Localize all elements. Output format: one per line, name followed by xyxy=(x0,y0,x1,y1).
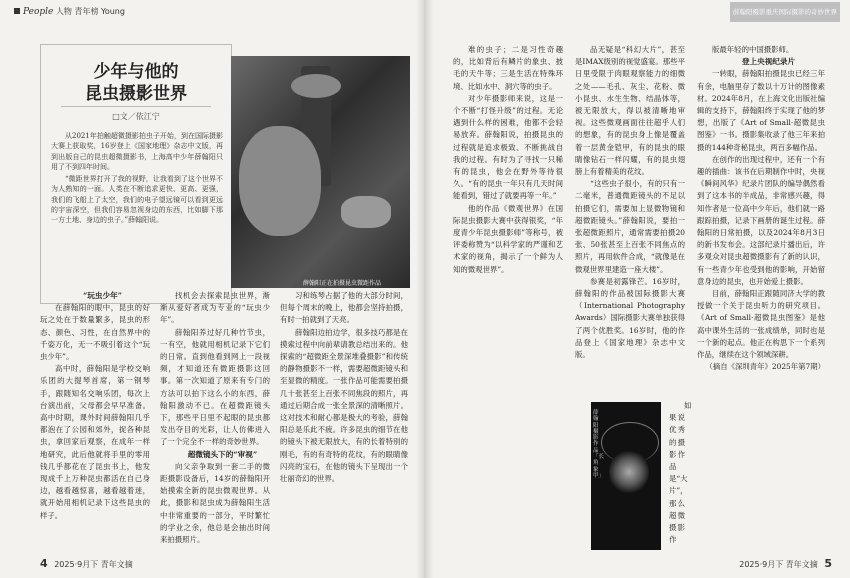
photo-insect-specimen xyxy=(591,402,661,550)
boy-face-shape xyxy=(239,126,321,236)
right-column-1 xyxy=(453,44,563,556)
running-head-section: 人物 xyxy=(55,7,72,16)
title-line-1: 少年与他的 xyxy=(93,62,179,82)
running-head-column: 青年榜 Young xyxy=(74,7,125,16)
paragraph: 高中时，薛翰阳是学校交响乐团的大提琴首席，第一钢琴手，跟随知名交响乐团，每次上台演出前，父母都会早早准备。高中时期，课外时间薛翰阳几乎都泡在了公园和郊外，捉各种昆虫，拿回家后观察，在成年一样地研究，此后他就将手里的零用钱几乎都花在了昆虫书上，他发现成千上万种昆虫都活在自己身边，越看越惊喜，越看越着迷，就开始用相机记录下这些昆虫的样子。 xyxy=(40,364,150,520)
title-divider xyxy=(61,106,211,107)
right-footer xyxy=(739,557,832,570)
title-line-2: 昆虫摄影世界 xyxy=(85,84,187,104)
paragraph: 习和练琴占据了他的大部分时间，但每个周末的晚上，他都会坚持拍摄，有时一拍就到了天亮。 xyxy=(280,291,408,325)
left-column-3 xyxy=(280,290,408,555)
page-number: 5 xyxy=(824,557,832,570)
photo-boy-microscope xyxy=(231,56,410,288)
paragraph: 目前，薛翰阳正跟随同济大学的教授做一个关于昆虫听力的研究项目。《Art of Small·超微昆虫图鉴》是他高中课外生活的一张成绩单，同时也是一个新的起点。他正在构思下一个系列作品，继续在这个领域深耕。 xyxy=(697,289,825,360)
paragraph: 在创作的出现过程中，还有一个有趣的插曲：该书在后期制作中时，央视《瞬间风华》纪录片团队的编导偶然看到了这本书的半成品，非常感兴趣，得知作者是一位高中少年后，他们就一路跟踪拍摄，记录下画册的诞生过程。薛翰阳的日常拍摄，以及2024年8月3日的新书发布会。这部纪录片播出后，许多观众对昆虫超微摄影有了新的认识，有一些青少年也受到他的影响，开始留意身边的昆虫，也开始爱上摄影。 xyxy=(697,154,825,286)
paragraph: 薛翰阳养过好几种竹节虫，一有空，他就用相机记录下它们的日常。直到他看到网上一段视频，才知道还有微距摄影这回事。第一次知道了原来有专门的方法可以拍下这么小的东西，薛翰阳激动不已。在超微距镜头下，那些平日里不起眼的昆虫都发出夺目的光彩，让人仿佛进入了一个完全不一样的奇妙世界。 xyxy=(160,327,270,447)
right-column-2-tail-spacer xyxy=(575,402,585,403)
spine-shadow xyxy=(416,0,434,578)
title-box xyxy=(40,44,232,304)
page-number: 4 xyxy=(40,557,48,570)
paragraph: 版最年轻的中国摄影师。 xyxy=(712,45,794,54)
paragraph: 在薛翰阳的眼中，昆虫的好玩之处在于数量繁多，昆虫的形态、颜色、习性，在自然界中的千姿万化，无一不吸引着这个“玩虫少年”。 xyxy=(40,303,150,362)
intro-paragraph: 从2021年拍触超微摄影拍虫子开始，到在国际摄影大赛上获取奖，16岁登上《国家地理》杂志中文版，再到出版自己的昆虫超微摄影书，上海高中少年薛翰阳只用了不到四年时间。 xyxy=(51,132,223,171)
paragraph: 一转眼，薛翰阳拍摄昆虫已经三年有余，电脑里存了数以十万计的图像素材。2024年8月，在上海文化出版社编辑的支持下，薛翰阳终于实现了他的梦想，出版了《Art of Small·超微昆虫图鉴》一书。摄影集收录了他三年来拍摄的144种奇秘昆虫，两百多幅作品。 xyxy=(697,69,825,152)
section-heading: “玩虫少年” xyxy=(82,291,123,300)
footer-issue: 2025·9月下 xyxy=(54,560,99,569)
paragraph: 参赛是初露锋芒。16岁时，薛翰阳的作品被国际摄影大赛（International Photography Awards）国际摄影大赛单独获得了两个优胜奖。16岁时，他的作品登上《国家地理》杂志中文版。 xyxy=(575,276,685,360)
paragraph: 找机会去探索昆虫世界，渐渐从爱好者成为专业的“玩虫少年”。 xyxy=(160,291,270,325)
paragraph: 向父亲争取到一套二手的微距摄影设备后，14岁的薛翰阳开始摸索全新的昆虫微观世界。从此，摄影和昆虫成为薛翰阳生活中非常重要的一部分，平时繁忙的学业之余，他总是会抽出时间来拍摄照片。 xyxy=(160,461,270,545)
section-square-icon xyxy=(14,8,20,14)
paragraph: “这些虫子很小，有的只有一二毫米，普通微距镜头的不足以拍摄它们，需要加上显微物镜和超微距镜头。”薛翰阳说，要拍一张超微距照片，通常需要拍摄20张、50张甚至上百张不同焦点的照片，再用软件合成，“就像是在微观世界里建造一座大楼”。 xyxy=(575,179,685,274)
section-heading: 超微镜头下的“审视” xyxy=(187,449,258,459)
running-head xyxy=(14,6,125,17)
section-heading: 登上央视纪录片 xyxy=(741,57,796,67)
right-column-2-tail xyxy=(669,400,692,550)
photo-caption: 薛翰阳正在拍摄昆虫微距作品 xyxy=(303,280,382,287)
intro-text xyxy=(51,131,223,228)
article-title xyxy=(41,61,231,105)
paragraph: 如果说优秀的摄影作品是“大片”，那么超微摄影作 xyxy=(669,401,692,545)
right-column-2 xyxy=(575,44,685,399)
left-column-1 xyxy=(40,290,150,555)
right-page xyxy=(425,0,850,578)
header-ribbon: 薛翰阳摄影重庆国际摄影的奇妙世界 xyxy=(730,2,840,22)
photo-caption-vertical: 薛翰阳摄影作品「长角象甲」 xyxy=(593,410,605,479)
left-footer xyxy=(40,557,133,570)
footer-issue: 2025·9月下 xyxy=(739,560,784,569)
paragraph: 品无疑是“科幻大片”，甚至是IMAX级别的视觉盛宴。那些平日里受限于肉眼观察能力的细微之处——毛孔、灰尘、花粉、微小昆虫、水生生物、结晶体等，被无限放大，得以被清晰地审视。这些微观画面往往超乎人们的想象，有的昆虫身上像是覆盖着一层黄金铠甲，有的昆虫的眼睛像钻石一样闪耀，有的昆虫翅膀上有着精美的花纹。 xyxy=(575,45,685,177)
left-column-2 xyxy=(160,290,270,555)
byline: □文／依江宁 xyxy=(112,112,160,121)
footer-publication: 青年文摘 xyxy=(785,560,818,569)
boy-hand-shape xyxy=(341,196,391,228)
paragraph: 难的虫子；二是习性奇趣的，比如背后有鳞片的象虫、披毛的天牛等；三是生活在特殊环境、比如水中、洞穴等的虫子。 xyxy=(453,45,563,91)
intro-paragraph: “微距世界打开了我的视野，让我看到了这个世界不为人熟知的一面。人类在不断追求更快、更高、更强，我们的飞船上了太空，我们的电子望远镜可以看到更远的宇宙深空，但我们容易忽视身边的东西，比如脚下那一方土地、身边的虫子。”薛翰阳说。 xyxy=(51,175,223,225)
paragraph: 薛翰阳边拍边学，很多技巧都是在摸索过程中向前辈请教总结出来的。他探索的“超微距全景深堆叠摄影”和传统的静物摄影不一样，需要超微距镜头和至显微的精度。一张作品可能需要拍摄几十张甚至上百张不同焦段的照片，再通过后期合成一张全景深的清晰照片。这对技术和耐心都是极大的考验，薛翰阳总是乐此不疲。许多昆虫的细节在他的镜头下被无限放大，有的长着特别的刚毛，有的有奇特的花纹，有的眼睛像闪亮的宝石，在他的镜头下呈现出一个壮丽奇幻的世界。 xyxy=(280,327,408,484)
paragraph: 他的作品《微观世界》在国际昆虫摄影大赛中获得银奖，“年度青少年昆虫摄影师”等称号，被评委称赞为“以科学家的严谨和艺术家的视角，揭示了一个鲜为人知的微观世界”。 xyxy=(453,203,563,274)
microscope-lens-shape xyxy=(291,74,341,98)
source-note: （摘自《深圳青年》2025年第7期） xyxy=(705,362,825,372)
paragraph: 对少年摄影师来说，这是一个不断“打怪升级”的过程。无论遇到什么样的困难，他都不会轻易放弃。薛翰阳说，拍摄昆虫的过程就是追求极致、不断挑战自我的过程。有时为了寻找一只稀有的昆虫，他会在野外等待很久。“有的昆虫一年只有几天时间能看到，错过了就要再等一年。” xyxy=(453,93,563,201)
footer-publication: 青年文摘 xyxy=(100,560,133,569)
insect-body-shape xyxy=(609,450,649,494)
right-column-3 xyxy=(697,44,825,556)
running-head-brand: People xyxy=(23,7,54,17)
